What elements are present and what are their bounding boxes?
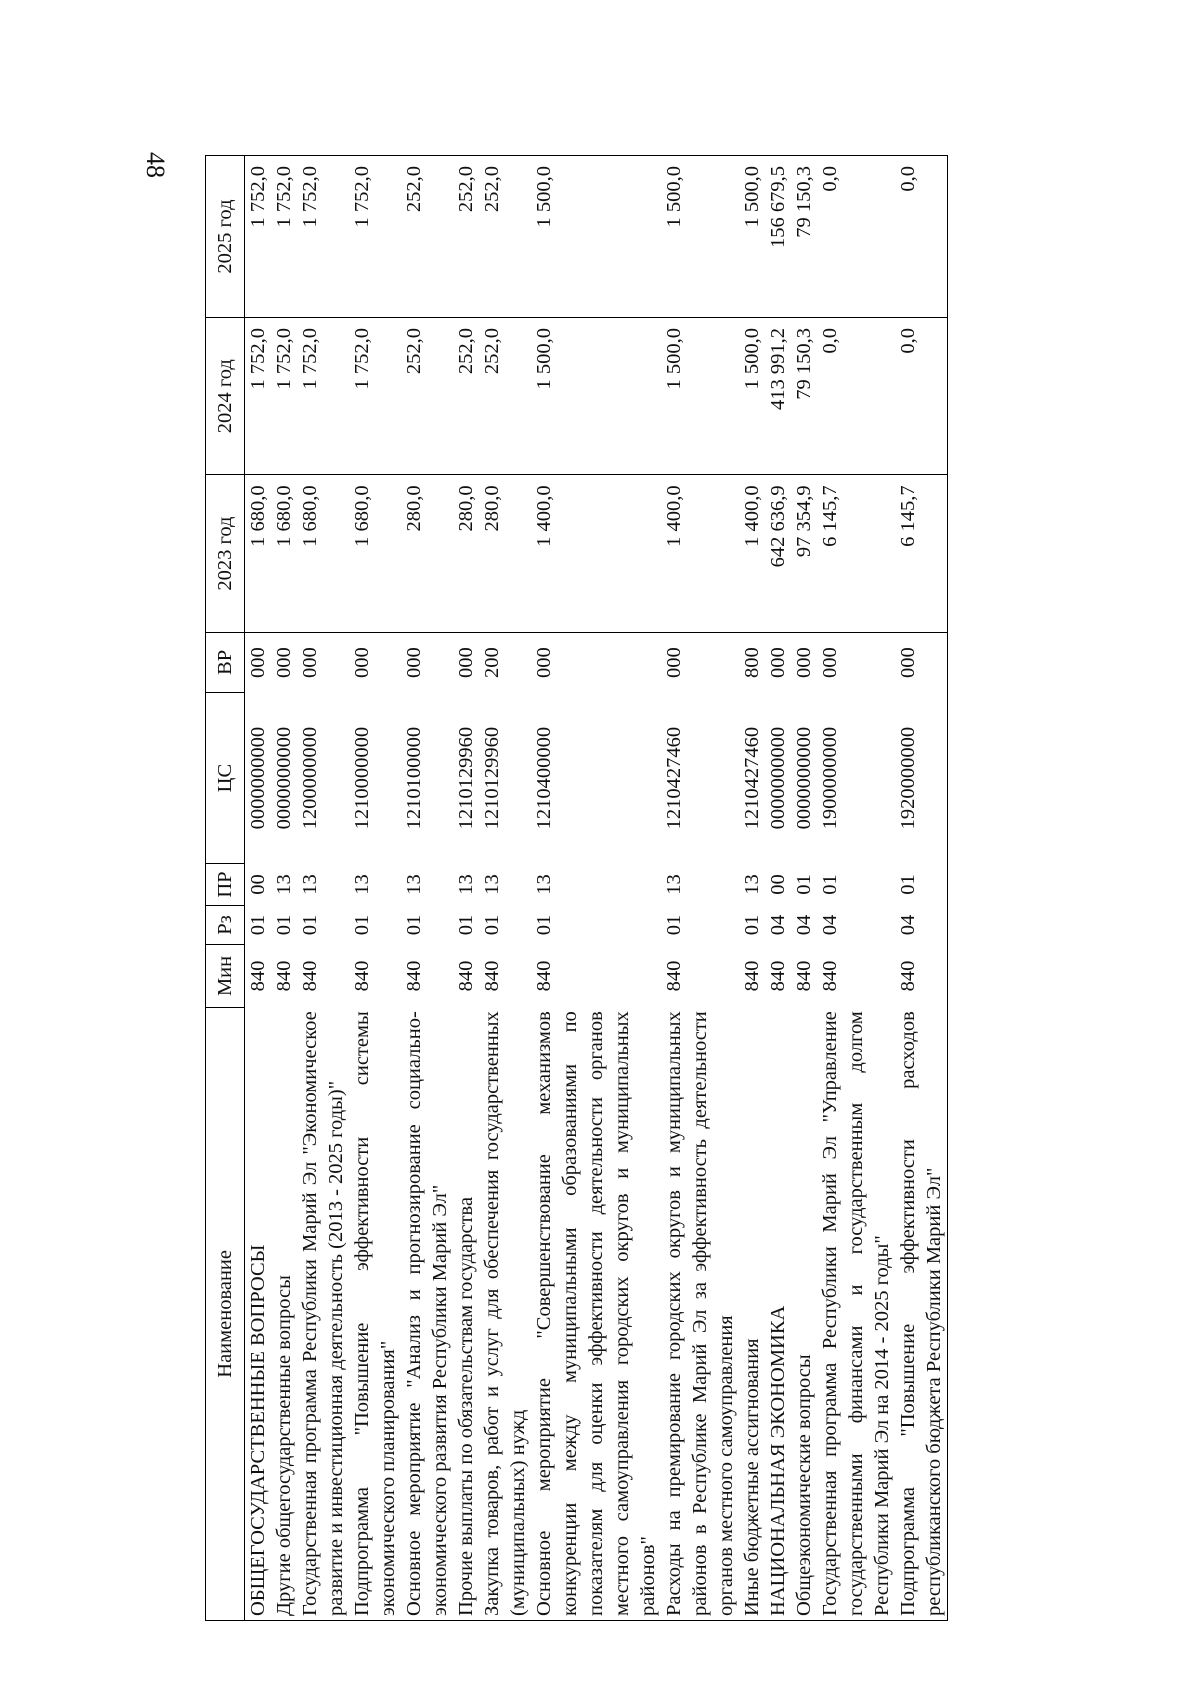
- cell-pr: 13: [663, 874, 685, 895]
- cell-2024: 252,0: [453, 318, 479, 475]
- table-row: [271, 156, 297, 1621]
- cell-vr: 000: [273, 647, 295, 679]
- cell-rz: 01: [663, 914, 685, 936]
- cell-cs: 1210400000: [533, 726, 555, 830]
- cell-pr: 13: [299, 874, 321, 895]
- cell-min: 840: [403, 960, 425, 992]
- header-min: Мин: [206, 945, 245, 1007]
- cell-2025: 1 500,0: [661, 156, 739, 318]
- table-row: [791, 156, 817, 1621]
- cell-min: 840: [481, 960, 503, 992]
- cell-2025: 1 752,0: [245, 156, 272, 318]
- cell-rz: 01: [247, 914, 269, 936]
- cell-rz: 01: [273, 914, 295, 936]
- header-cs: ЦС: [206, 692, 245, 863]
- budget-table-sheet: [205, 155, 1005, 1621]
- cell-cs: 0000000000: [273, 726, 295, 830]
- cell-min: 840: [247, 960, 269, 992]
- cell-pr: 00: [767, 874, 789, 895]
- cell-2023: 6 145,7: [817, 475, 895, 632]
- cell-2024: 79 150,3: [791, 318, 817, 475]
- cell-pr: 13: [741, 874, 763, 895]
- cell-2024: 1 752,0: [271, 318, 297, 475]
- cell-2025: 1 752,0: [271, 156, 297, 318]
- cell-vr: 000: [767, 647, 789, 679]
- cell-rz: 01: [533, 914, 555, 936]
- cell-2024: 0,0: [895, 318, 948, 475]
- cell-2025: 0,0: [817, 156, 895, 318]
- cell-2024: 1 500,0: [739, 318, 765, 475]
- cell-pr: 13: [403, 874, 425, 895]
- cell-cs: 1210000000: [351, 726, 373, 830]
- cell-2023: 280,0: [401, 475, 453, 632]
- table-row: [453, 156, 479, 1621]
- cell-2024: 252,0: [401, 318, 453, 475]
- cell-2025: 1 500,0: [739, 156, 765, 318]
- page-number: 48: [141, 152, 170, 178]
- cell-min: 840: [351, 960, 373, 992]
- header-name: Наименование: [206, 1007, 245, 1620]
- cell-vr: 000: [663, 647, 685, 679]
- cell-2025: 1 752,0: [349, 156, 401, 318]
- header-2024: 2024 год: [206, 318, 245, 475]
- cell-rz: 01: [455, 914, 477, 936]
- cell-min: 840: [767, 960, 789, 992]
- table-row: [297, 156, 349, 1621]
- cell-name: Другие общегосударственные вопросы: [271, 1007, 297, 1620]
- cell-min: 840: [299, 960, 321, 992]
- cell-vr: 800: [741, 647, 763, 679]
- table-row: [401, 156, 453, 1621]
- cell-min: 840: [741, 960, 763, 992]
- header-vr: ВР: [206, 632, 245, 692]
- table-row: [531, 156, 661, 1621]
- cell-2025: 1 500,0: [531, 156, 661, 318]
- cell-rz: 01: [403, 914, 425, 936]
- header-2023: 2023 год: [206, 475, 245, 632]
- cell-vr: 000: [895, 632, 948, 692]
- cell-pr: 13: [351, 874, 373, 895]
- cell-2024: 0,0: [817, 318, 895, 475]
- cell-2025: 156 679,5: [765, 156, 791, 318]
- cell-name: Прочие выплаты по обязательствам государства: [453, 1007, 479, 1620]
- cell-name: Расходы на премирование городских округов и муниципальных районов в Республике Марий Эл за эффективность деятельности органов местного самоуправления: [661, 1007, 739, 1620]
- cell-vr: 000: [299, 647, 321, 679]
- cell-min: 840: [819, 960, 841, 992]
- cell-name: Государственная программа Республики Марий Эл "Управление государственными финансами и государственным долгом Республики Марий Эл на 2014 - 2025 годы": [817, 1007, 895, 1620]
- cell-cs: 1900000000: [819, 726, 841, 830]
- cell-2023: 1 400,0: [661, 475, 739, 632]
- table-row: [765, 156, 791, 1621]
- cell-2024: 1 500,0: [661, 318, 739, 475]
- cell-2024: 413 991,2: [765, 318, 791, 475]
- cell-2023: 642 636,9: [765, 475, 791, 632]
- cell-vr: 000: [533, 647, 555, 679]
- budget-table: [205, 155, 948, 1621]
- cell-2025: 252,0: [401, 156, 453, 318]
- cell-2023: 1 680,0: [245, 475, 272, 632]
- cell-cs: 0000000000: [767, 726, 789, 830]
- table-row: [661, 156, 739, 1621]
- cell-name: Подпрограмма "Повышение эффективности расходов республиканского бюджета Республики Марий Эл": [895, 1007, 948, 1620]
- cell-name: Подпрограмма "Повышение эффективности системы экономического планирования": [349, 1007, 401, 1620]
- cell-name: Иные бюджетные ассигнования: [739, 1007, 765, 1620]
- cell-cs: 1210427460: [663, 726, 685, 830]
- cell-2025: 0,0: [895, 156, 948, 318]
- cell-pr: 01: [819, 874, 841, 895]
- cell-vr: 000: [793, 647, 815, 679]
- cell-cs: 1210100000: [403, 726, 425, 830]
- cell-2023: 1 400,0: [531, 475, 661, 632]
- cell-2024: 1 752,0: [297, 318, 349, 475]
- table-row: [895, 156, 948, 1621]
- table-row: [245, 156, 272, 1621]
- cell-2025: 252,0: [453, 156, 479, 318]
- cell-pr: 13: [273, 874, 295, 895]
- cell-vr: 000: [247, 647, 269, 679]
- cell-2024: 1 752,0: [245, 318, 272, 475]
- cell-name: Общеэкономические вопросы: [791, 1007, 817, 1620]
- cell-rz: 01: [741, 914, 763, 936]
- table-row: [817, 156, 895, 1621]
- cell-2023: 280,0: [479, 475, 531, 632]
- cell-2023: 1 680,0: [271, 475, 297, 632]
- cell-pr: 13: [533, 874, 555, 895]
- table-row: [349, 156, 401, 1621]
- cell-cs: 1200000000: [299, 726, 321, 830]
- cell-2024: 1 752,0: [349, 318, 401, 475]
- cell-pr: 13: [455, 874, 477, 895]
- cell-cs: 0000000000: [793, 726, 815, 830]
- table-header-row: [206, 156, 245, 1621]
- cell-name: Государственная программа Республики Марий Эл "Экономическое развитие и инвестиционная деятельность (2013 - 2025 годы)": [297, 1007, 349, 1620]
- cell-2023: 280,0: [453, 475, 479, 632]
- table-row: [739, 156, 765, 1621]
- cell-2023: 6 145,7: [895, 475, 948, 632]
- cell-min: 840: [273, 960, 295, 992]
- cell-rz: 01: [351, 914, 373, 936]
- cell-rz: 04: [767, 914, 789, 936]
- cell-cs: 1210129960: [481, 726, 503, 830]
- cell-pr: 00: [247, 874, 269, 895]
- table-row: [479, 156, 531, 1621]
- cell-min: 840: [455, 960, 477, 992]
- cell-name: Основное мероприятие "Совершенствование механизмов конкуренции между муниципальными образованиями по показателям для оценки эффективности деятельности органов местного самоуправления городских округов и муниципальных районов": [531, 1007, 661, 1620]
- cell-vr: 000: [819, 647, 841, 679]
- cell-pr: 01: [895, 864, 948, 906]
- cell-min: 840: [793, 960, 815, 992]
- cell-pr: 13: [481, 874, 503, 895]
- cell-2025: 1 752,0: [297, 156, 349, 318]
- cell-2025: 79 150,3: [791, 156, 817, 318]
- cell-min: 840: [533, 960, 555, 992]
- cell-2025: 252,0: [479, 156, 531, 318]
- cell-name: Закупка товаров, работ и услуг для обеспечения государственных (муниципальных) нужд: [479, 1007, 531, 1620]
- cell-name: Основное мероприятие "Анализ и прогнозирование социально-экономического развития Республики Марий Эл": [401, 1007, 453, 1620]
- cell-name: НАЦИОНАЛЬНАЯ ЭКОНОМИКА: [765, 1007, 791, 1620]
- cell-rz: 04: [793, 914, 815, 936]
- cell-2024: 1 500,0: [531, 318, 661, 475]
- cell-rz: 04: [819, 914, 841, 936]
- cell-vr: 000: [403, 647, 425, 679]
- cell-name: ОБЩЕГОСУДАРСТВЕННЫЕ ВОПРОСЫ: [245, 1007, 272, 1620]
- cell-2023: 1 680,0: [349, 475, 401, 632]
- cell-2023: 1 680,0: [297, 475, 349, 632]
- cell-vr: 000: [455, 647, 477, 679]
- cell-pr: 01: [793, 874, 815, 895]
- cell-min: 840: [895, 945, 948, 1007]
- cell-cs: 1210129960: [455, 726, 477, 830]
- cell-cs: 1210427460: [741, 726, 763, 830]
- cell-cs: 0000000000: [247, 726, 269, 830]
- cell-cs: 1920000000: [895, 692, 948, 863]
- header-pr: ПР: [206, 864, 245, 906]
- cell-2023: 1 400,0: [739, 475, 765, 632]
- cell-rz: 04: [895, 905, 948, 944]
- header-2025: 2025 год: [206, 156, 245, 318]
- cell-vr: 200: [481, 647, 503, 679]
- header-rz: Рз: [206, 905, 245, 944]
- cell-vr: 000: [351, 647, 373, 679]
- cell-min: 840: [663, 960, 685, 992]
- cell-rz: 01: [481, 914, 503, 936]
- cell-2023: 97 354,9: [791, 475, 817, 632]
- cell-2024: 252,0: [479, 318, 531, 475]
- cell-rz: 01: [299, 914, 321, 936]
